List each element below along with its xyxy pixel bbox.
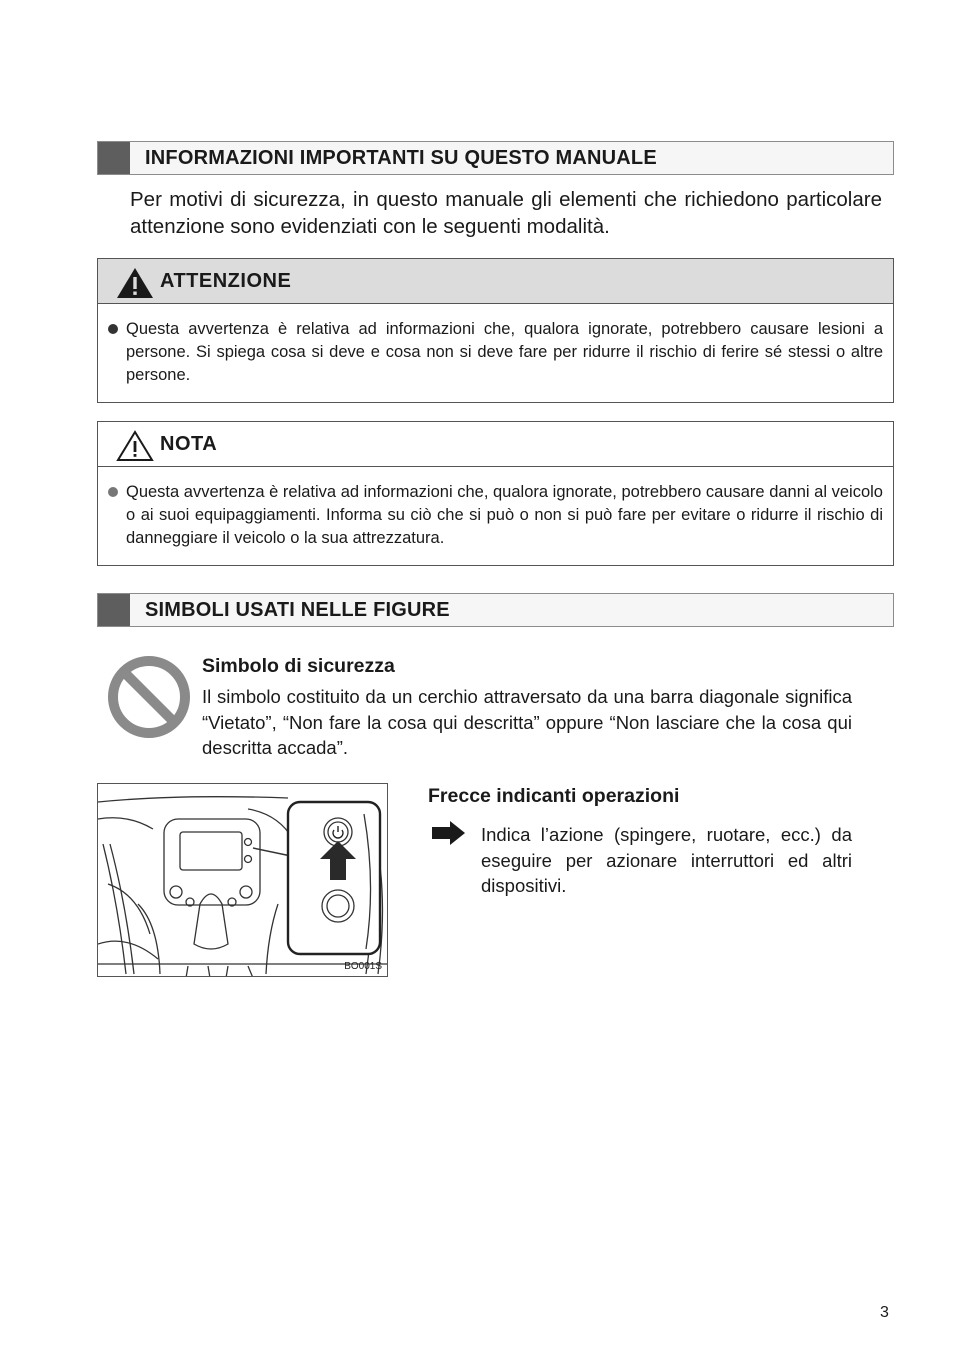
- section-title: SIMBOLI USATI NELLE FIGURE: [145, 599, 450, 621]
- caution-triangle-icon: [116, 430, 154, 462]
- warning-box-label: ATTENZIONE: [160, 270, 292, 292]
- figure-code: BO001S: [344, 961, 382, 972]
- warning-box-text: Questa avvertenza è relativa ad informazioni che, qualora ignorate, potrebbero causare lesioni a persone. Si spiega cosa si deve e cosa non si deve fare per ridurre il rischio di ferire sé stessi o altre persone.: [126, 320, 883, 384]
- note-box-header: [98, 422, 893, 467]
- warning-box: [97, 258, 894, 403]
- section-header-tab: [98, 142, 130, 174]
- dashboard-illustration: [97, 783, 388, 977]
- bullet-icon: [108, 487, 118, 497]
- bullet-icon: [108, 324, 118, 334]
- warning-box-header: [98, 259, 893, 304]
- warning-triangle-icon: [116, 267, 154, 299]
- arrows-title: Frecce indicanti operazioni: [428, 785, 680, 807]
- section-title: INFORMAZIONI IMPORTANTI SU QUESTO MANUALE: [145, 147, 657, 169]
- section-header-info: [97, 141, 894, 175]
- safety-symbol-text: Il simbolo costituito da un cerchio attraversato da una barra diagonale significa “Vietato”, “Non fare la cosa qui descritta” oppure “Non lasciare che la cosa qui descritta accada”.: [202, 686, 852, 758]
- arrows-text: Indica l’azione (spingere, ruotare, ecc.) da eseguire per azionare interruttori ed altri dispositivi.: [481, 824, 852, 896]
- page-number: 3: [880, 1304, 889, 1321]
- arrow-right-icon: [432, 821, 466, 845]
- safety-symbol-title: Simbolo di sicurezza: [202, 655, 395, 677]
- prohibition-icon: [107, 655, 191, 739]
- warning-box-body: [98, 304, 893, 387]
- intro-paragraph: Per motivi di sicurezza, in questo manuale gli elementi che richiedono particolare attenzione sono evidenziati con le seguenti modalità.: [130, 188, 882, 238]
- section-header-symbols: [97, 593, 894, 627]
- note-box-label: NOTA: [160, 433, 218, 455]
- dashboard-drawing: [98, 784, 388, 977]
- note-box-body: [98, 467, 893, 550]
- note-box: [97, 421, 894, 566]
- note-box-text: Questa avvertenza è relativa ad informazioni che, qualora ignorate, potrebbero causare danni al veicolo o ai suoi equipaggiamenti. Informa su ciò che si può o non si può fare per evitare o ridurre il rischio di danneggiare il veicolo o la sua attrezzatura.: [126, 483, 883, 547]
- section-header-tab: [98, 594, 130, 626]
